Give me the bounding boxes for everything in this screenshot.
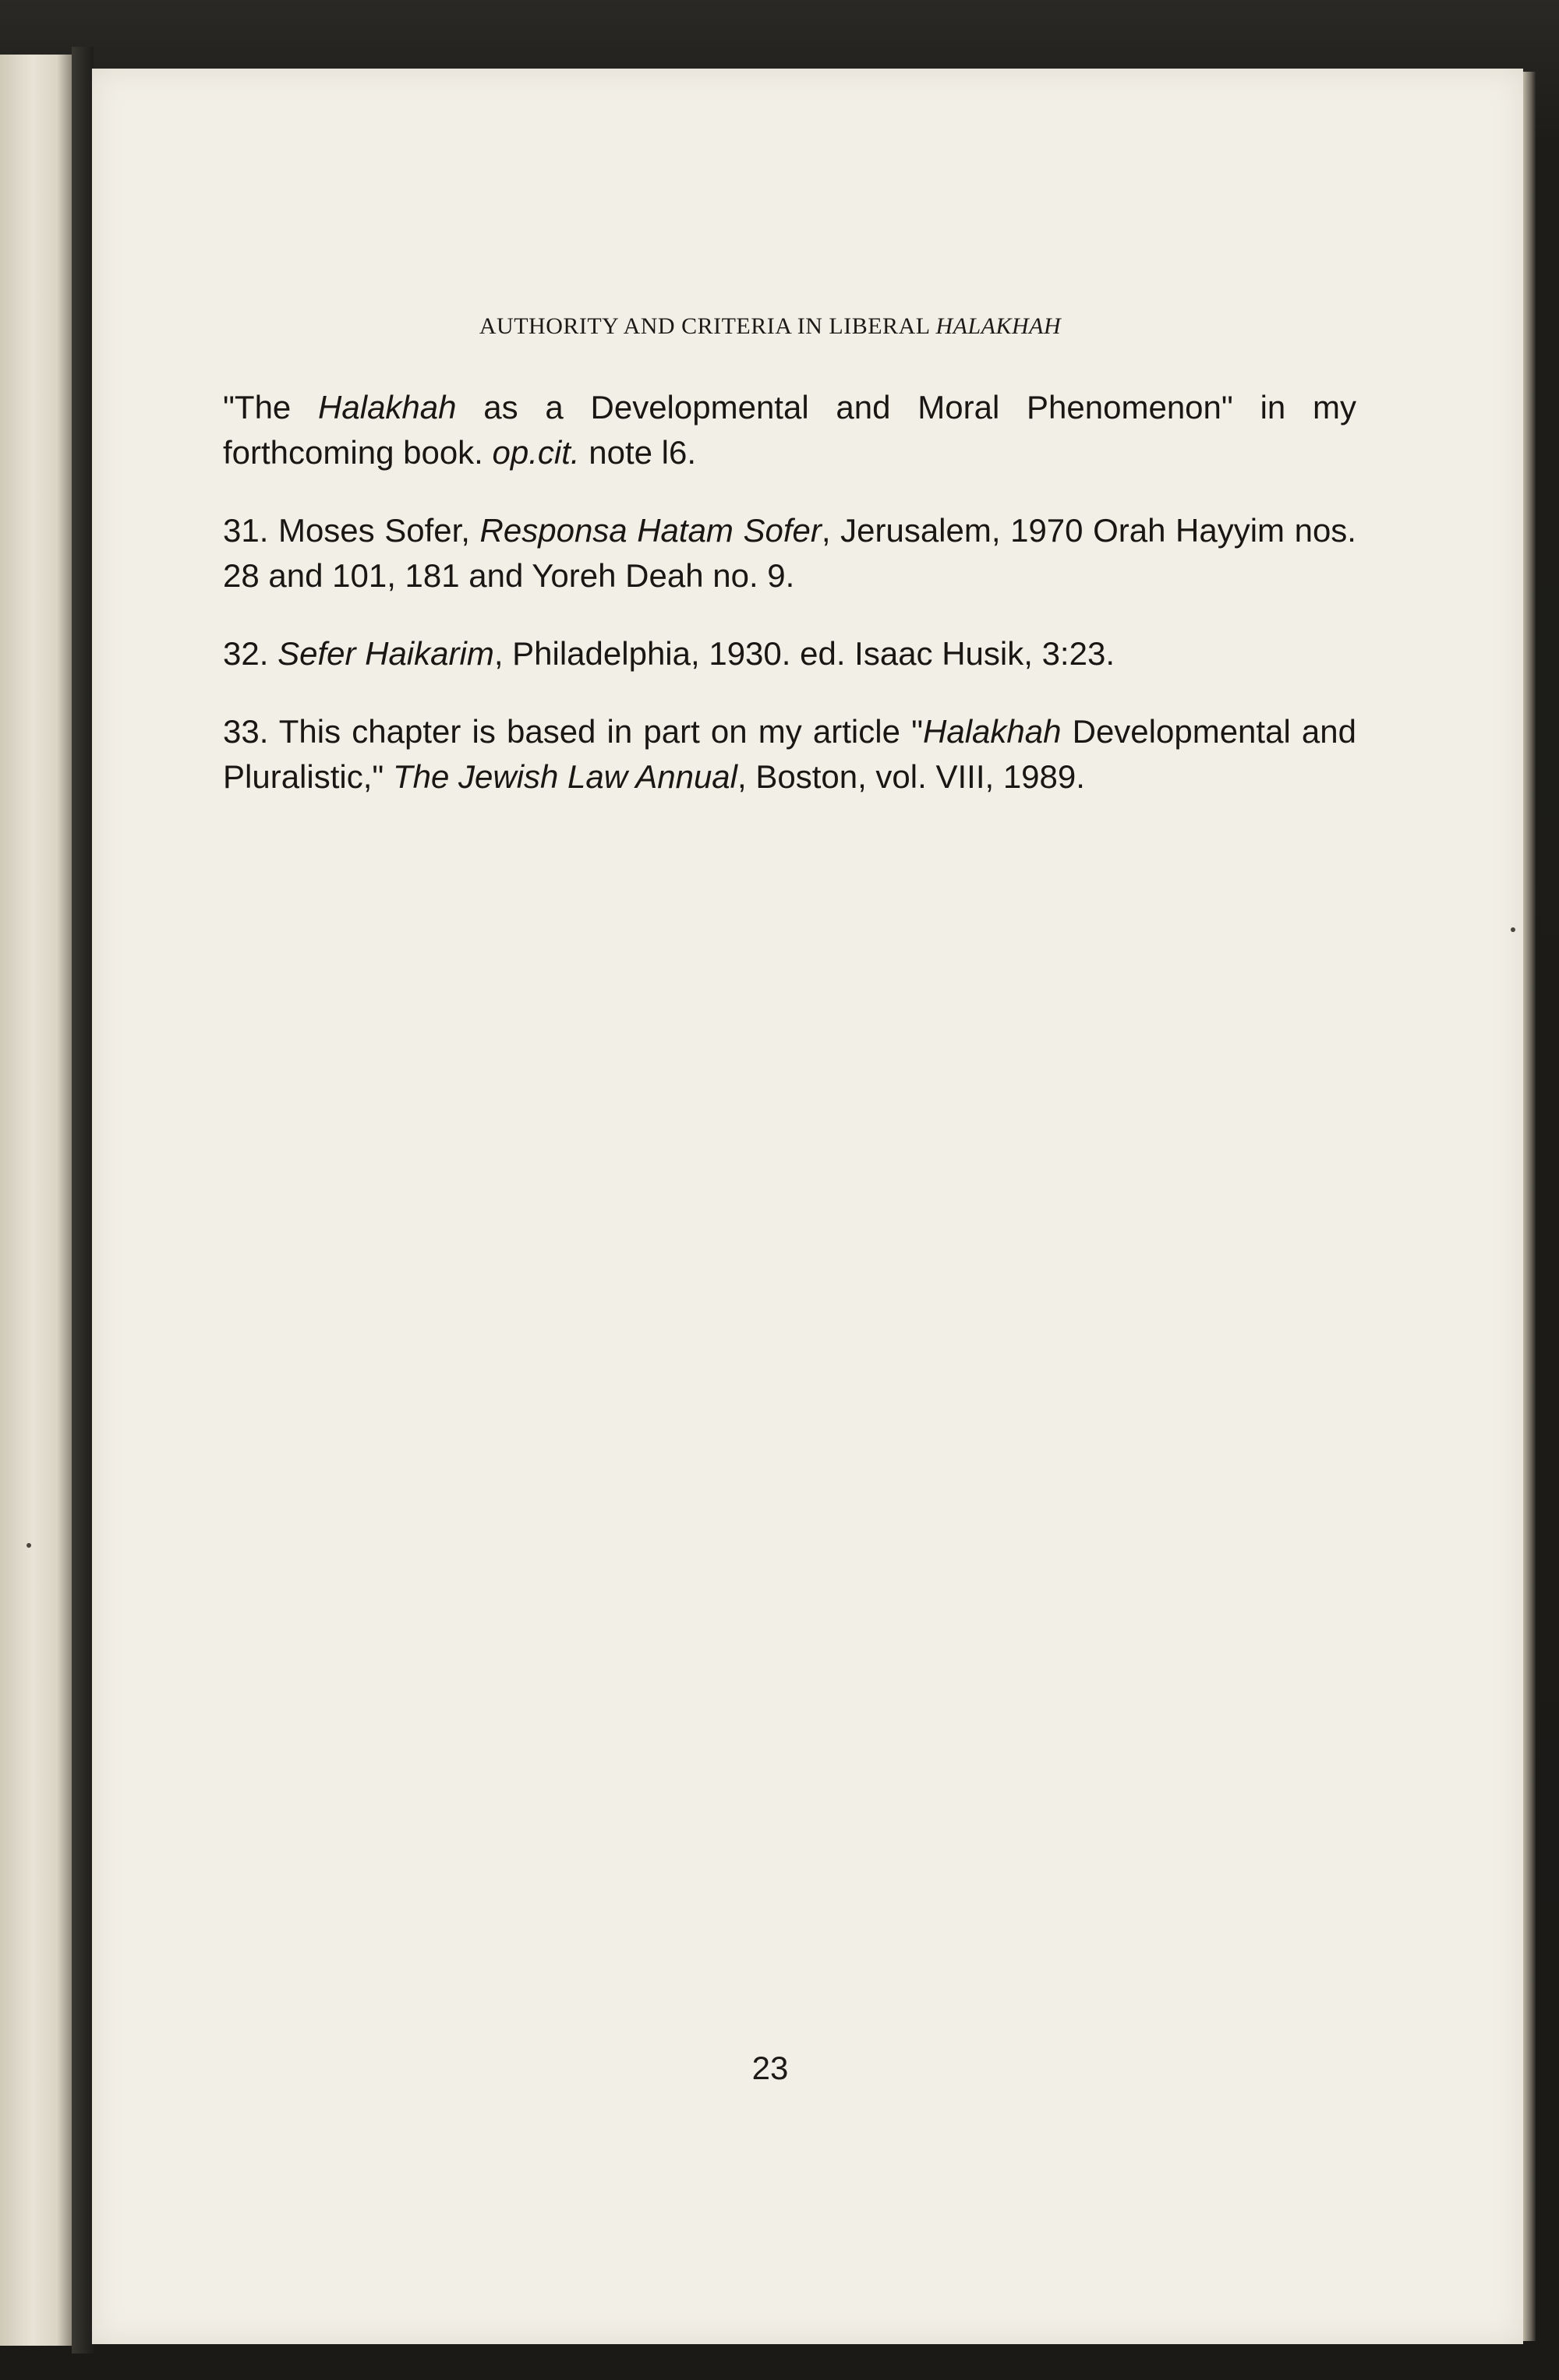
- scan-speck: [27, 1543, 31, 1548]
- endnote-italic-text: Halakhah: [318, 389, 457, 426]
- endnote-italic-text: The Jewish Law Annual: [392, 758, 737, 795]
- endnote-text: 32.: [223, 635, 278, 672]
- running-header-text: AUTHORITY AND CRITERIA IN LIBERAL: [479, 313, 936, 339]
- endnote-text: as a Developmental and Moral Phenomenon" in my forthcoming book.: [223, 389, 1356, 471]
- endnote-paragraph: [223, 508, 1356, 599]
- gutter-shadow: [72, 47, 94, 2354]
- endnote-italic-text: Halakhah: [923, 713, 1062, 750]
- endnote-italic-text: Responsa Hatam Sofer: [479, 512, 822, 549]
- endnote-paragraph: [223, 709, 1356, 800]
- endnote-italic-text: op.cit.: [492, 434, 580, 471]
- endnote-paragraph: [223, 385, 1356, 475]
- endnote-paragraph: [223, 631, 1356, 676]
- endnote-italic-text: Sefer Haikarim: [278, 635, 494, 672]
- endnote-text: "The: [223, 389, 319, 426]
- endnotes: [223, 385, 1356, 800]
- endnote-text: 31. Moses Sofer,: [223, 512, 480, 549]
- endnote-text: , Jerusalem, 1970 Orah Hayyim nos. 28 and 101, 181 and Yoreh Deah no. 9.: [223, 512, 1356, 594]
- endnote-text: , Boston, vol. VIII, 1989.: [737, 758, 1085, 795]
- running-header: [0, 313, 1540, 340]
- page-edge-shadow: [1523, 72, 1536, 2341]
- endnote-text: Developmental and Pluralistic,": [223, 713, 1356, 795]
- scan-speck: [1511, 927, 1515, 932]
- running-header-italic: HALAKHAH: [935, 313, 1062, 339]
- page-number: 23: [751, 2050, 789, 2086]
- previous-page-edge: [0, 55, 72, 2346]
- endnote-text: , Philadelphia, 1930. ed. Isaac Husik, 3:23.: [493, 635, 1115, 672]
- endnote-text: 33. This chapter is based in part on my article ": [223, 713, 923, 750]
- endnote-text: note l6.: [579, 434, 697, 471]
